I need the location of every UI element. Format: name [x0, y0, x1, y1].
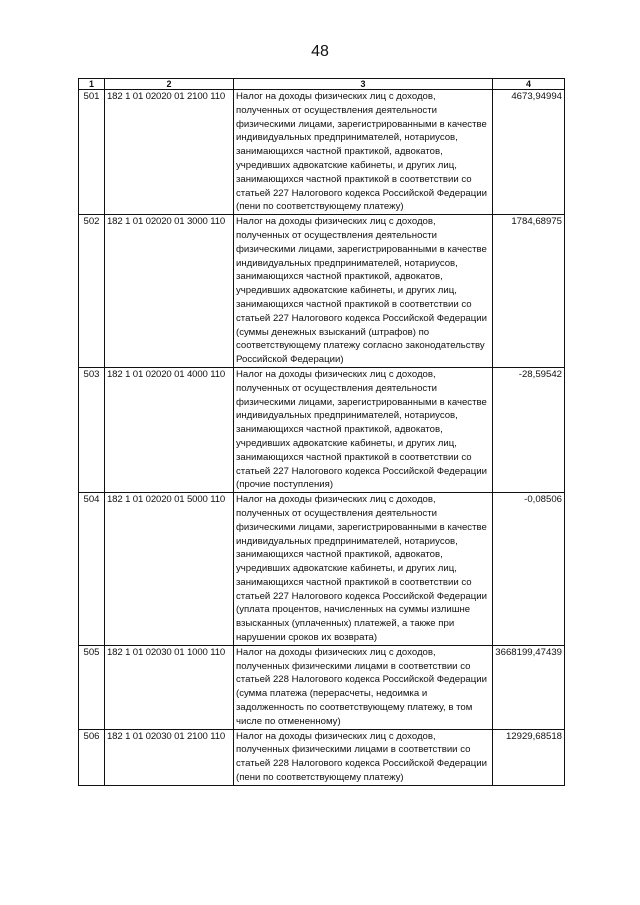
row-number: 506	[79, 729, 105, 785]
budget-code: 182 1 01 02020 01 2100 110	[105, 90, 234, 215]
revenue-name	[234, 729, 493, 785]
revenue-name	[234, 367, 493, 492]
revenue-sum: -28,59542	[493, 367, 565, 492]
revenue-sum: -0,08506	[493, 493, 565, 646]
budget-code: 182 1 01 02020 01 3000 110	[105, 215, 234, 368]
revenue-sum: 12929,68518	[493, 729, 565, 785]
page-number: 48	[311, 43, 329, 60]
row-number: 503	[79, 367, 105, 492]
revenue-name-text: Налог на доходы физических лиц с доходов, полученных физическими лицами в соответствии со статьей 228 Налогового кодекса Российской Федерации (сумма платежа (перерасчеты, недоимка и задолженность по соответствующему платежу, в том числе по отмененному)	[236, 646, 487, 727]
revenue-name-text: Налог на доходы физических лиц с доходов, полученных физическими лицами в соответствии со статьей 228 Налогового кодекса Российской Федерации (пени по соответствующему платежу)	[236, 730, 487, 784]
budget-code: 182 1 01 02020 01 5000 110	[105, 493, 234, 646]
revenue-name	[234, 493, 493, 646]
table-row	[79, 493, 565, 646]
revenue-sum: 4673,94994	[493, 90, 565, 215]
table-row	[79, 645, 565, 729]
revenue-sum: 1784,68975	[493, 215, 565, 368]
revenue-name	[234, 645, 493, 729]
revenue-name-text: Налог на доходы физических лиц с доходов, полученных от осуществления деятельности физическими лицами, зарегистрированными в качестве индивидуальных предпринимателей, нотариусов, занимающихся частной практикой, адвокатов, учредивших адвокатские кабинеты, и других лиц, занимающихся частной практикой в соответствии со статьей 227 Налогового кодекса Российской Федерации (прочие поступления)	[236, 368, 487, 491]
revenue-name-text: Налог на доходы физических лиц с доходов, полученных от осуществления деятельности физическими лицами, зарегистрированными в качестве индивидуальных предпринимателей, нотариусов, занимающихся частной практикой, адвокатов, учредивших адвокатские кабинеты, и других лиц, занимающихся частной практикой в соответствии со статьей 227 Налогового кодекса Российской Федерации (уплата процентов, начисленных на суммы излишне взысканных (уплаченных) платежей, а также при нарушении сроков их возврата)	[236, 494, 487, 644]
table-row	[79, 729, 565, 785]
revenue-name-text: Налог на доходы физических лиц с доходов, полученных от осуществления деятельности физическими лицами, зарегистрированными в качестве индивидуальных предпринимателей, нотариусов, занимающихся частной практикой, адвокатов, учредивших адвокатские кабинеты, и других лиц, занимающихся частной практикой в соответствии со статьей 227 Налогового кодекса Российской Федерации (пени по соответствующему платежу)	[236, 91, 487, 213]
revenue-name	[234, 215, 493, 368]
row-number: 505	[79, 645, 105, 729]
revenue-table	[78, 78, 565, 786]
budget-code: 182 1 01 02030 01 2100 110	[105, 729, 234, 785]
column-header-number: 1	[79, 79, 105, 90]
column-header-name: 3	[234, 79, 493, 90]
revenue-sum: 3668199,47439	[493, 645, 565, 729]
revenue-name	[234, 90, 493, 215]
budget-code: 182 1 01 02030 01 1000 110	[105, 645, 234, 729]
table-row	[79, 367, 565, 492]
column-header-sum: 4	[493, 79, 565, 90]
table-row	[79, 90, 565, 215]
column-header-code: 2	[105, 79, 234, 90]
budget-code: 182 1 01 02020 01 4000 110	[105, 367, 234, 492]
revenue-name-text: Налог на доходы физических лиц с доходов, полученных от осуществления деятельности физическими лицами, зарегистрированными в качестве индивидуальных предпринимателей, нотариусов, занимающихся частной практикой, адвокатов, учредивших адвокатские кабинеты, и других лиц, занимающихся частной практикой в соответствии со статьей 227 Налогового кодекса Российской Федерации (суммы денежных взысканий (штрафов) по соответствующему платежу согласно законодательству Российской Федерации)	[236, 216, 487, 366]
table-header-row	[79, 79, 565, 90]
row-number: 502	[79, 215, 105, 368]
row-number: 501	[79, 90, 105, 215]
row-number: 504	[79, 493, 105, 646]
table-row	[79, 215, 565, 368]
